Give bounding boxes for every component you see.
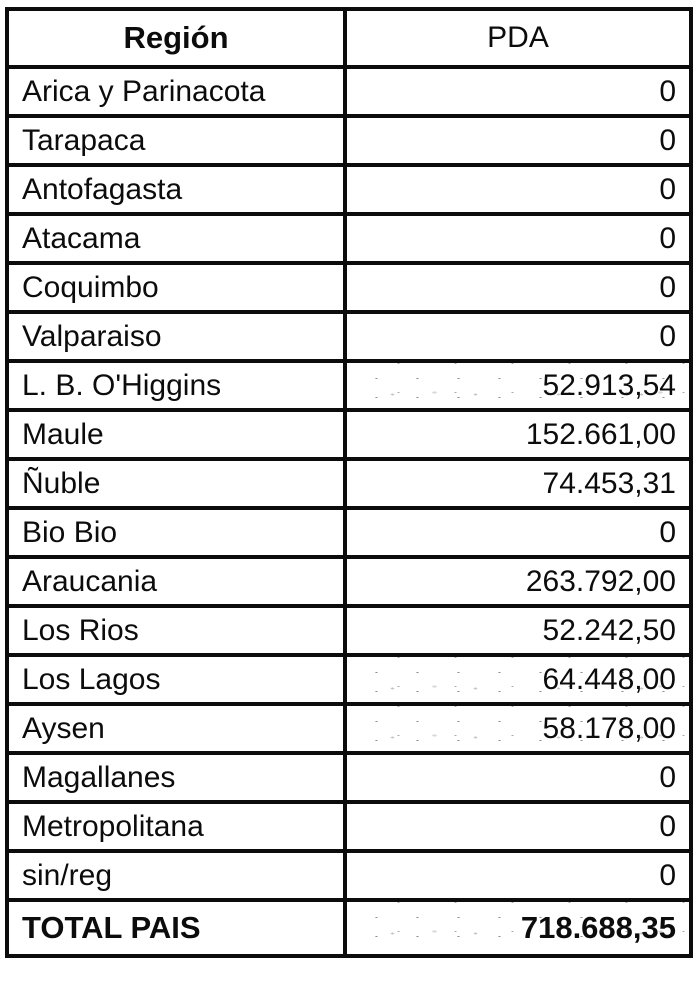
table-row bbox=[7, 802, 691, 851]
table-row bbox=[7, 312, 691, 361]
region-name-cell: TOTAL PAIS bbox=[7, 900, 345, 956]
pda-value-cell: 0 bbox=[345, 802, 691, 851]
region-name-cell: Los Lagos bbox=[7, 655, 345, 704]
pda-value-cell: 0 bbox=[345, 165, 691, 214]
region-name-cell: Bio Bio bbox=[7, 508, 345, 557]
pda-value-cell: 0 bbox=[345, 214, 691, 263]
pda-value-cell: 52.242,50 bbox=[345, 606, 691, 655]
pda-value-cell: 0 bbox=[345, 753, 691, 802]
pda-value-cell: 64.448,00 bbox=[345, 655, 691, 704]
pda-value-cell: 263.792,00 bbox=[345, 557, 691, 606]
pda-value-cell: 0 bbox=[345, 851, 691, 900]
pda-value-cell: 0 bbox=[345, 312, 691, 361]
region-name-cell: Araucania bbox=[7, 557, 345, 606]
table-row bbox=[7, 67, 691, 116]
pda-value-cell: 718.688,35 bbox=[345, 900, 691, 956]
header-row bbox=[7, 9, 691, 67]
table-row bbox=[7, 704, 691, 753]
table-row bbox=[7, 361, 691, 410]
table-row bbox=[7, 508, 691, 557]
table-row bbox=[7, 557, 691, 606]
region-name-cell: Aysen bbox=[7, 704, 345, 753]
table-row bbox=[7, 116, 691, 165]
region-name-cell: Maule bbox=[7, 410, 345, 459]
pda-value-cell: 74.453,31 bbox=[345, 459, 691, 508]
region-name-cell: Magallanes bbox=[7, 753, 345, 802]
region-name-cell: sin/reg bbox=[7, 851, 345, 900]
table-row bbox=[7, 606, 691, 655]
table-header bbox=[7, 9, 691, 67]
total-row bbox=[7, 900, 691, 956]
table-row bbox=[7, 263, 691, 312]
region-name-cell: Antofagasta bbox=[7, 165, 345, 214]
table-row bbox=[7, 410, 691, 459]
region-name-cell: Los Rios bbox=[7, 606, 345, 655]
table-row bbox=[7, 459, 691, 508]
region-name-cell: Coquimbo bbox=[7, 263, 345, 312]
region-name-cell: Ñuble bbox=[7, 459, 345, 508]
pda-value-cell: 0 bbox=[345, 116, 691, 165]
region-name-cell: Valparaiso bbox=[7, 312, 345, 361]
region-name-cell: Arica y Parinacota bbox=[7, 67, 345, 116]
pda-value-cell: 0 bbox=[345, 67, 691, 116]
table-body bbox=[7, 67, 691, 956]
table-row bbox=[7, 655, 691, 704]
region-name-cell: Tarapaca bbox=[7, 116, 345, 165]
table-row bbox=[7, 851, 691, 900]
table-row bbox=[7, 165, 691, 214]
column-header-region: Región bbox=[7, 9, 345, 67]
region-name-cell: L. B. O'Higgins bbox=[7, 361, 345, 410]
column-header-pda: PDA bbox=[345, 9, 691, 67]
pda-value-cell: 152.661,00 bbox=[345, 410, 691, 459]
region-pda-table bbox=[5, 7, 693, 958]
region-name-cell: Atacama bbox=[7, 214, 345, 263]
pda-value-cell: 52.913,54 bbox=[345, 361, 691, 410]
pda-value-cell: 0 bbox=[345, 508, 691, 557]
pda-value-cell: 58.178,00 bbox=[345, 704, 691, 753]
table-row bbox=[7, 753, 691, 802]
region-name-cell: Metropolitana bbox=[7, 802, 345, 851]
table-row bbox=[7, 214, 691, 263]
pda-value-cell: 0 bbox=[345, 263, 691, 312]
